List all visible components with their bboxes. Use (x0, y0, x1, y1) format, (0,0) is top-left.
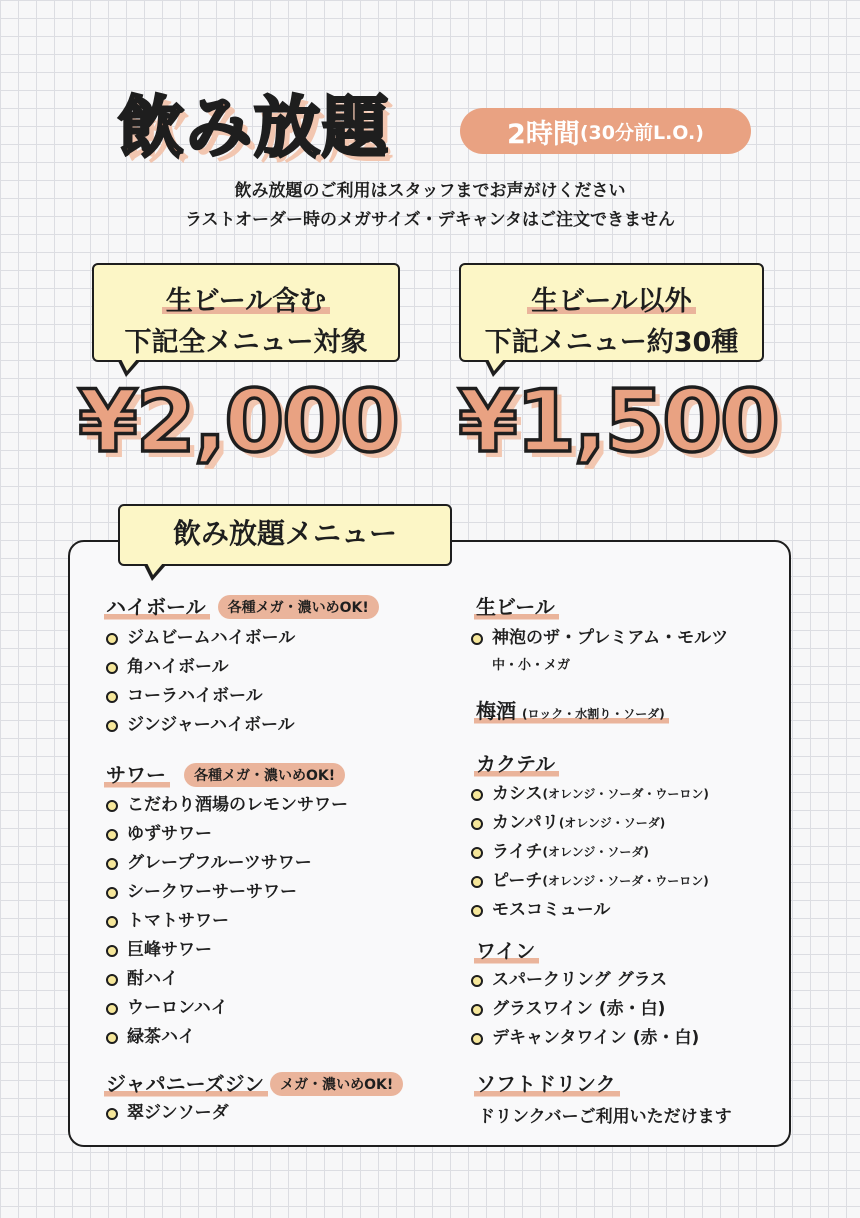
plan-price-with-beer: ¥2,000 (78, 372, 398, 472)
list-item: グレープフルーツサワー (106, 849, 348, 878)
duration-badge (460, 108, 751, 154)
list-item: カシス (オレンジ・ソーダ・ウーロン) (471, 780, 709, 809)
bullet-icon (106, 691, 118, 703)
bullet-icon (106, 720, 118, 732)
plan-condition: 生ビール以外 (527, 279, 695, 318)
category-beer (474, 591, 559, 622)
list-item: コーラハイボール (106, 682, 295, 711)
bullet-icon (106, 1032, 118, 1044)
plan-scope: 下記全メニュー対象 (124, 327, 368, 358)
category-title: ソフトドリンク (474, 1068, 620, 1099)
bullet-icon (471, 789, 483, 801)
option-pill: 各種メガ・濃いめOK! (184, 763, 345, 787)
bullet-icon (106, 974, 118, 986)
highball-list (106, 624, 295, 740)
bullet-icon (106, 916, 118, 928)
umeshu-note: (ロック・水割り・ソーダ) (522, 707, 665, 721)
category-soft-drink (474, 1068, 620, 1099)
plan-scope: 下記メニュー約30種 (484, 327, 739, 358)
plan-price-without-beer: ¥1,500 (458, 372, 778, 472)
category-gin (104, 1068, 403, 1099)
sour-list (106, 791, 348, 1052)
bullet-icon (106, 662, 118, 674)
category-title: ハイボール (104, 591, 210, 622)
bullet-icon (106, 800, 118, 812)
category-title: カクテル (474, 748, 559, 779)
list-item: 酎ハイ (106, 965, 348, 994)
bullet-icon (106, 1108, 118, 1120)
cocktail-list (471, 780, 709, 925)
list-item: カンパリ (オレンジ・ソーダ) (471, 809, 709, 838)
gin-list (106, 1099, 229, 1128)
duration-main: 2時間 (507, 118, 580, 150)
beer-sizes: 中・小・メガ (492, 658, 571, 673)
category-title: 生ビール (474, 591, 559, 622)
bullet-icon (106, 945, 118, 957)
list-item: ジムビームハイボール (106, 624, 295, 653)
list-item: シークワーサーサワー (106, 878, 348, 907)
list-item: ウーロンハイ (106, 994, 348, 1023)
list-item: デキャンタワイン (赤・白) (471, 1024, 699, 1053)
bullet-icon (106, 633, 118, 645)
list-item: モスコミュール (471, 896, 709, 925)
list-item: 翠ジンソーダ (106, 1099, 229, 1128)
bullet-icon (106, 1003, 118, 1015)
category-title: サワー (104, 759, 170, 790)
list-item: 神泡のザ・プレミアム・モルツ (471, 624, 728, 653)
bullet-icon (471, 905, 483, 917)
category-title: ジャパニーズジン (104, 1068, 268, 1099)
list-item: ジンジャーハイボール (106, 711, 295, 740)
bullet-icon (471, 1033, 483, 1045)
bullet-icon (471, 847, 483, 859)
category-title: ワイン (474, 935, 539, 966)
category-wine (474, 935, 539, 966)
list-item: トマトサワー (106, 907, 348, 936)
bullet-icon (471, 876, 483, 888)
option-pill: 各種メガ・濃いめOK! (218, 595, 379, 619)
soft-drink-note: ドリンクバーご利用いただけます (478, 1107, 732, 1127)
plan-condition: 生ビール含む (162, 279, 330, 318)
list-item: グラスワイン (赤・白) (471, 995, 699, 1024)
list-item: ピーチ (オレンジ・ソーダ・ウーロン) (471, 867, 709, 896)
bullet-icon (471, 975, 483, 987)
duration-last-order: (30分前L.O.) (579, 121, 704, 144)
category-cocktail (474, 748, 559, 779)
category-highball (104, 591, 379, 622)
option-pill: メガ・濃いめOK! (270, 1072, 403, 1096)
page-title: 飲み放題 (118, 89, 390, 166)
list-item: 緑茶ハイ (106, 1023, 348, 1052)
wine-list (471, 966, 699, 1053)
menu-title: 飲み放題メニュー (172, 517, 397, 550)
category-sour (104, 759, 345, 790)
bullet-icon (106, 858, 118, 870)
category-title: 梅酒 (ロック・水割り・ソーダ) (474, 695, 669, 726)
bullet-icon (106, 887, 118, 899)
beer-list (471, 624, 728, 653)
list-item: ゆずサワー (106, 820, 348, 849)
list-item: スパークリング グラス (471, 966, 699, 995)
list-item: こだわり酒場のレモンサワー (106, 791, 348, 820)
bullet-icon (471, 1004, 483, 1016)
notice-line: ラストオーダー時のメガサイズ・デキャンタはご注文できません (185, 210, 675, 230)
bullet-icon (471, 818, 483, 830)
plan-bubble-without-beer (459, 263, 764, 362)
category-umeshu (474, 695, 669, 726)
plan-bubble-with-beer (92, 263, 400, 362)
list-item: 巨峰サワー (106, 936, 348, 965)
bullet-icon (106, 829, 118, 841)
list-item: 角ハイボール (106, 653, 295, 682)
list-item: ライチ (オレンジ・ソーダ) (471, 838, 709, 867)
menu-header (118, 504, 452, 566)
notice-line: 飲み放題のご利用はスタッフまでお声がけください (234, 181, 626, 201)
bullet-icon (471, 633, 483, 645)
